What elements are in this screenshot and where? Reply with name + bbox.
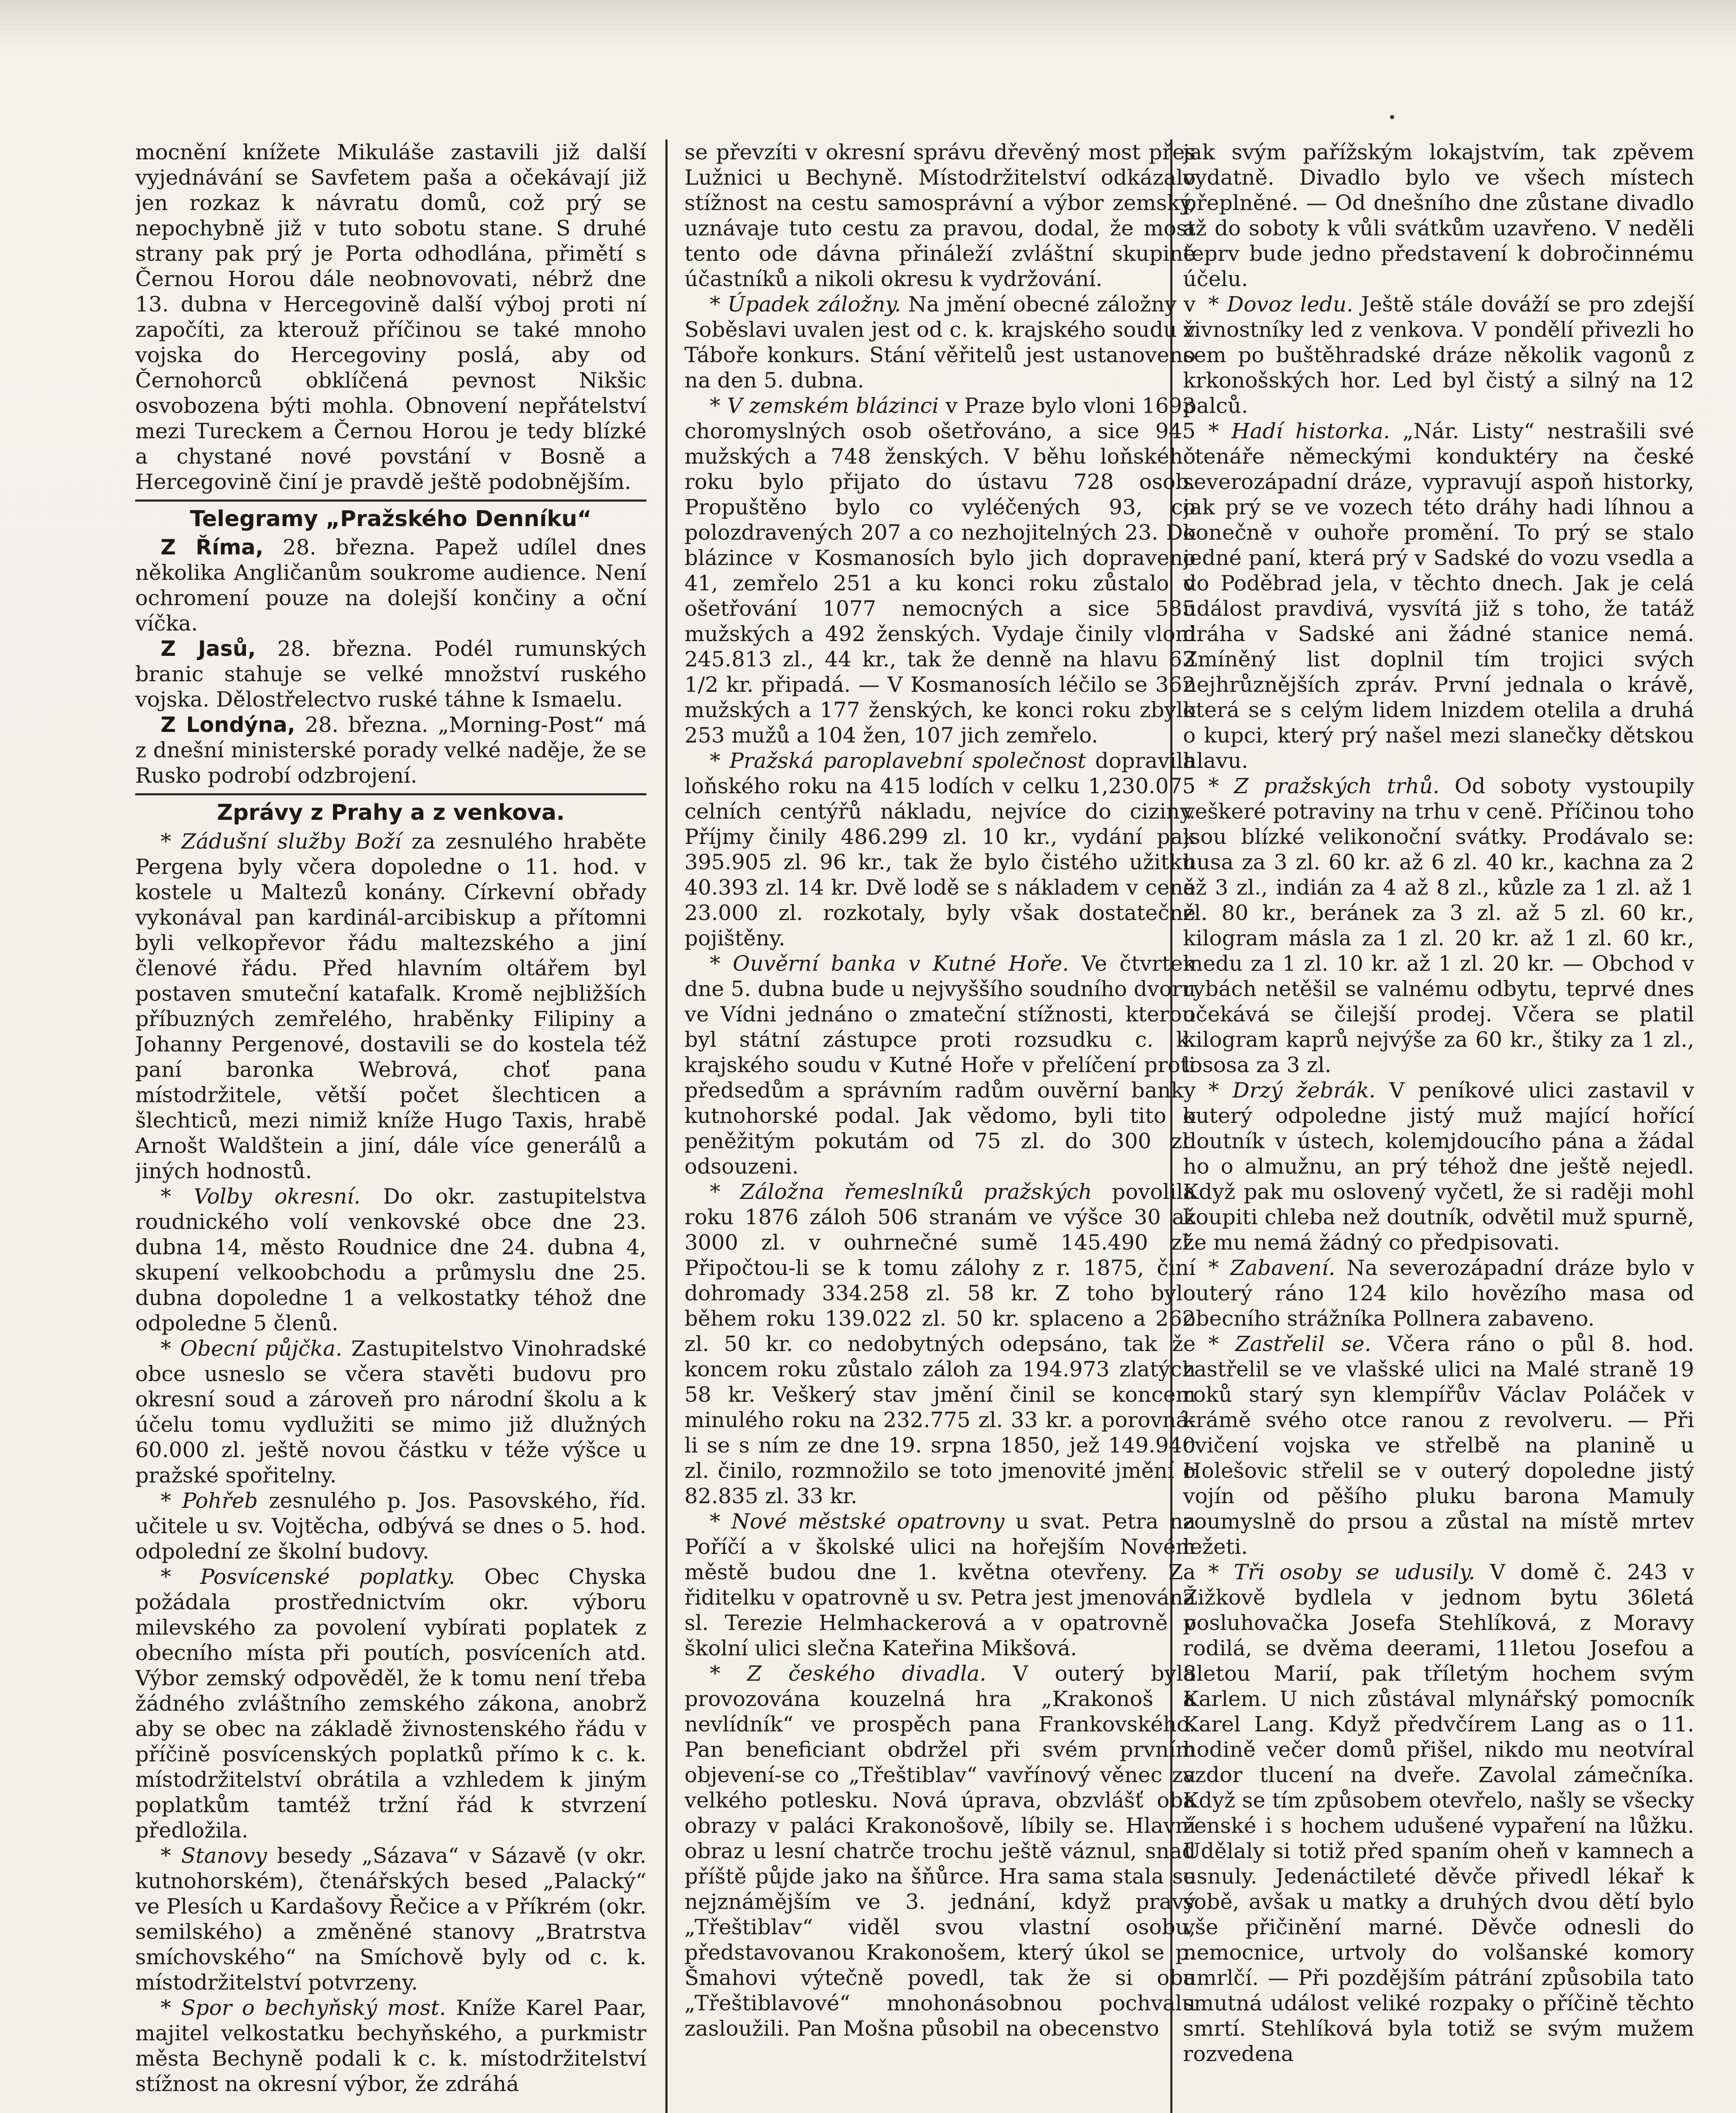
column-1 [135,139,646,2113]
ink-speck [1390,115,1394,119]
telegram-item: Z Jasů, 28. března. Podél rumunských branic stahuje se velké množství ruského vojska. Dělostřelectvo ruské táhne k Ismaelu. [135,636,646,712]
news-item: * Obecní půjčka. Zastupitelstvo Vinohradské obce usneslo se včera stavěti budovu pro okresní soud a zároveň pro národní školu a k účelu tomu vydlužiti se mimo již dlužných 60.000 zl. ještě novou částku v téže výšce u pražské spořitelny. [135,1336,646,1488]
news-item: * Stanovy besedy „Sázava“ v Sázavě (v okr. kutnohorském), čtenářských besed „Palacký“ ve Plesích u Kardašovy Řečice a v Příkrém (okr. semilského) a změněné stanovy „Bratrstva smíchovského“ na Smíchově byly od c. k. místodržitelství potvrzeny. [135,1843,646,1995]
news-item: * Posvícenské poplatky. Obec Chyska požádala prostřednictvím okr. výboru milevského za povolení vybírati poplatek z obecního místa při poutích, posvíceních atd. Výbor zemský odpověděl, že k tomu není třeba žádného zvláštního zemského zákona, anobrž aby se obec na základě živnostenského řádu v příčině posvícenských poplatků přímo k c. k. místodržitelství obrátila a vzhledem k jiným poplatkům tamtéž tržní řád k stvrzení předložila. [135,1564,646,1843]
news-item: * Tři osoby se udusily. V domě č. 243 v Žižkově bydlela v jednom bytu 36letá posluhovačka Josefa Stehlíková, z Moravy rodilá, se dvěma deerami, 11letou Josefou a 8letou Marií, pak tříletým hochem svým Karlem. U nich zůstával mlynářský pomocník Karel Lang. Když předvčírem Lang as o 11. hodině večer domů přišel, nikdo mu neotvíral vzdor tlucení na dveře. Zavolal zámečníka. Když se tím způsobem otevřelo, našly se všecky ženské i s hochem udušené vypaření na lůžku. Udělaly si totiž před spaním oheň v kamnech a usnuly. Jedenáctileté děvče přivedl lékař k sobě, avšak u matky a druhých dvou dětí bylo vše přičinění marné. Děvče odnesli do nemocnice, urtvoly do volšanské komory umrlčí. — Při pozdějším pátrání způsobila tato smutná událost veliké rozpaky o příčině těchto smrtí. Stehlíková byla totiž se svým mužem rozvedena [1183,1560,1694,2066]
news-item: * V zemském blázinci v Praze bylo vloni 1693 choromyslných osob ošetřováno, a sice 945 mužských a 748 ženských. V běhu loňského roku bylo přijato do ústavu 728 osob. Propuštěno bylo co vyléčených 93, co polozdravených 207 a co nezhojitelných 23. Do blázince v Kosmanosích bylo jich dopraveno 41, zemřelo 251 a ku konci roku zůstalo v ošetřování 1077 nemocných a sice 585 mužských a 492 ženských. Vydaje činily vloni 245.813 zl., 44 kr., tak že denně na hlavu 63 1/2 kr. připadá. — V Kosmanosích léčilo se 362 mužských a 177 ženských, ke konci roku zbylo 253 mužů a 104 žen, 107 jich zemřelo. [684,393,1196,748]
article-continuation: jak svým pařížským lokajstvím, tak zpěvem vydatně. Divadlo bylo ve všech místech přeplněné. — Od dnešního dne zůstane divadlo až do soboty k vůli svátkům uzavřeno. V neděli teprv bude jedno představení k dobročinnému účelu. [1183,140,1694,291]
news-item: * Pražská paroplavební společnost dopravila loňského roku na 415 lodích v celku 1,230.075 celních centýřů nákladu, nejvíce do ciziny. Příjmy činily 486.299 zl. 10 kr., vydání pak 395.905 zl. 96 kr., tak že bylo čistého užitku 40.393 zl. 14 kr. Dvě lodě se s nákladem v ceně 23.000 zl. rozkotaly, byly však dostatečně pojištěny. [684,748,1196,950]
news-header: Zprávy z Prahy a z venkova. [217,800,565,826]
news-item: * Zádušní služby Boží za zesnulého hraběte Pergena byly včera dopoledne o 11. hod. v kostele u Maltezů konány. Církevní obřady vykonával pan kardinál-arcibiskup a přítomni byli velkopřevor řádu maltezského a jiní členové řádu. Před hlavním oltářem byl postaven smuteční katafalk. Kromě nejbližších příbuzných zemřelého, hraběnky Filipiny a Johanny Pergenové, dostavili se do kostela též paní baronka Webrová, choť pana místodržitele, větší počet šlechticen a šlechticů, mezi nimiž kníže Hugo Taxis, hrabě Arnošt Waldštein a jiní, dále více generálů a jiných hodnostů. [135,829,646,1183]
news-item: * Ouvěrní banka v Kutné Hoře. Ve čtvrtek dne 5. dubna bude u nejvyššího soudního dvoru ve Vídni jednáno o zmateční stížnosti, kterou byl státní zástupce proti rozsudku c. k. krajského soudu v Kutné Hoře v přelíčení proti předsedům a správním radům ouvěrní banky kutnohorské podal. Jak vědomo, byli tito k peněžitým pokutám od 75 zl. do 300 zl. odsouzeni. [684,951,1196,1179]
news-item: * Volby okresní. Do okr. zastupitelstva roudnického volí venkovské obce dne 23. dubna 14, město Roudnice dne 24. dubna 4, skupení velkoobchodu a průmyslu dne 25. dubna dopoledne 1 a velkostatky téhož dne odpoledne 5 členů. [135,1184,646,1335]
section-rule [135,793,646,795]
news-item: * Drzý žebrák. V peníkové ulici zastavil v outerý odpoledne jistý muž mající hořící doutník v ústech, kolemjdoucího pána a žádal ho o almužnu, an prý téhož dne ještě nejedl. Když pak mu oslovený vyčetl, že si raději mohl koupiti chleba než doutník, odvětil muž spurně, že mu nemá žádný co předpisovati. [1183,1078,1694,1255]
column-3 [1183,139,1694,2113]
news-item: * Dovoz ledu. Ještě stále dováží se pro zdejší živnostníky led z venkova. V pondělí přivezli ho sem po buštěhradské dráze několik vagonů z krkonošských hor. Led byl čistý a silný na 12 palců. [1183,292,1694,418]
news-item: * Z českého divadla. V outerý byla provozována kouzelná hra „Krakonoš a nevlídník“ ve prospěch pana Frankovského. Pan beneficiant obdržel při svém prvním objevení-se co „Třeštiblav“ vavřínový věnec za velkého potlesku. Nová úprava, obzvlášť oba obrazy v paláci Krakonošově, líbily se. Hlavní obraz u lesní chatrče trochu ještě váznul, snad příště půjde jako na šňůrce. Hra sama stala se nejznámějším ve 3. jednání, když pravý „Třeštiblav“ viděl svou vlastní osobu, představovanou Krakonošem, který úkol se p. Šmahovi výtečně povedl, tak že si oba „Třeštiblavové“ mnohonásobnou pochvalu zasloužili. Pan Mošna působil na obecenstvo [684,1661,1196,2041]
news-item: * Pohřeb zesnulého p. Jos. Pasovského, říd. učitele u sv. Vojtěcha, odbývá se dnes o 5. hod. odpolední ze školní budovy. [135,1488,646,1564]
article-continuation: mocnění knížete Mikuláše zastavili již další vyjednávání se Savfetem paša a očekávají již jen rozkaz k návratu domů, což prý se nepochybně již v tuto sobotu stane. S druhé strany pak prý je Porta odhodlána, přimětí s Černou Horou dále neobnovovati, nébrž dne 13. dubna v Hercegovině další výboj proti ní započíti, za kterouž příčinou se také mnoho vojska do Hercegoviny poslá, aby od Černohorců obklíčená pevnost Nikšic osvobozena býti mohla. Obnovení nepřátelství mezi Tureckem a Černou Horou je tedy blízké a chystané nové povstání v Bosně a Hercegovině činí je pravdě ještě podobnějším. [135,140,646,494]
column-divider [665,139,668,2113]
news-item: * Spor o bechyňský most. Kníže Karel Paar, majitel velkostatku bechyňského, a purkmistr města Bechyně podali k c. k. místodržitelství stížnost na okresní výbor, že zdráhá [135,1995,646,2096]
telegram-item: Z Londýna, 28. března. „Morning-Post“ má z dnešní ministerské porady velké naděje, že se Rusko podrobí odzbrojení. [135,713,646,788]
article-continuation: se převzíti v okresní správu dřevěný most přes Lužnici u Bechyně. Místodržitelství odkázalo stížnost na cestu samosprávní a výbor zemský, uznávaje tuto cestu za pravou, dodal, že most tento ode dávna přináleží zvláštní skupině účastníků a nikoli okresu k vydržování. [684,140,1196,291]
column-2 [684,139,1196,2113]
telegram-header: Telegramy „Pražského Denníku“ [190,506,592,532]
section-rule [135,500,646,502]
news-item: * Úpadek záložny. Na jmění obecné záložny v Soběslavi uvalen jest od c. k. krajského soudu v Táboře konkurs. Stání věřitelů jest ustanoveno na den 5. dubna. [684,292,1196,393]
telegram-item: Z Říma, 28. března. Papež udílel dnes několika Angličanům soukrome audience. Není ochromení pouze na dolejší končiny a oční víčka. [135,535,646,636]
news-item: * Záložna řemeslníků pražských povolila roku 1876 záloh 506 stranám ve výšce 30 až 3000 zl. v ouhrnečné sumě 145.490 zl. Připočtou-li se k tomu zálohy z r. 1875, činí dohromady 334.258 zl. 58 kr. Z toho bylo během roku 139.022 zl. 50 kr. splaceno a 262 zl. 50 kr. co nedobytných odepsáno, tak že koncem roku zůstalo záloh za 194.973 zlatých 58 kr. Veškerý stav jmění činil se koncem minulého roku na 232.775 zl. 33 kr. a porovná-li se s ním ze dne 19. srpna 1850, jež 149.940 zl. činilo, rozmnožilo se toto jmenovité jmění o 82.835 zl. 33 kr. [684,1179,1196,1508]
news-item: * Zastřelil se. Včera ráno o půl 8. hod. zastřelil se ve vlašské ulici na Malé straně 19 roků starý syn klempířův Václav Poláček v krámě svého otce ranou z revolveru. — Při cvičení vojska ve střelbě na planině u Holešovic střelil se v outerý dopoledne jistý vojín od pěšího pluku barona Mamuly zoumyslně do prsou a zůstal na místě mrtev ležeti. [1183,1332,1694,1559]
news-item: * Hadí historka. „Nár. Listy“ nestrašili své čtenáře německými konduktéry na české severozápadní dráze, vypravují aspoň historky, jak prý se ve vozech této dráhy hadi líhnou a konečně v ouhoře promění. To prý se stalo jedné paní, která prý v Sadské do vozu vsedla a do Poděbrad jela, v těchto dnech. Jak je celá událost pravdivá, vysvítá již s toho, že tatáž dráha v Sadské ani žádné stanice nemá. Zmíněný list doplnil tím trojici svých nejhrůznějších zpráv. První jednala o krávě, která se s celým lidem lnizdem otelila a druhá o kupci, který prý našel mezi slanečky dětskou hlavu. [1183,419,1694,773]
news-item: * Zabavení. Na severozápadní dráze bylo v outerý ráno 124 kilo hovězího masa od obecního strážníka Pollnera zabaveno. [1183,1256,1694,1331]
news-item: * Nové městské opatrovny u svat. Petra na Poříčí a v školské ulici na hořejším Novém městě budou dne 1. května otevřeny. Za řiditelku v opatrovně u sv. Petra jest jmenována sl. Terezie Helmhackerová a v opatrovně v školní ulici slečna Kateřina Mikšová. [684,1509,1196,1660]
news-item: * Z pražských trhů. Od soboty vystoupily veškeré potraviny na trhu v ceně. Příčinou toho jsou blízké velikonoční svátky. Prodávalo se: husa za 3 zl. 60 kr. až 6 zl. 40 kr., kachna za 2 až 3 zl., indián za 4 až 8 zl., kůzle za 1 zl. až 1 zl. 80 kr., beránek za 3 zl. až 5 zl. 60 kr., kilogram másla za 1 zl. 20 kr. až 1 zl. 60 kr., medu za 1 zl. 10 kr. až 1 zl. 20 kr. — Obchod v rybách netěšil se valnému odbytu, teprvé dnes očekává se čilejší prodej. Včera se platil kilogram kaprů nejvýše za 60 kr., štiky za 1 zl., lososa za 3 zl. [1183,774,1694,1077]
